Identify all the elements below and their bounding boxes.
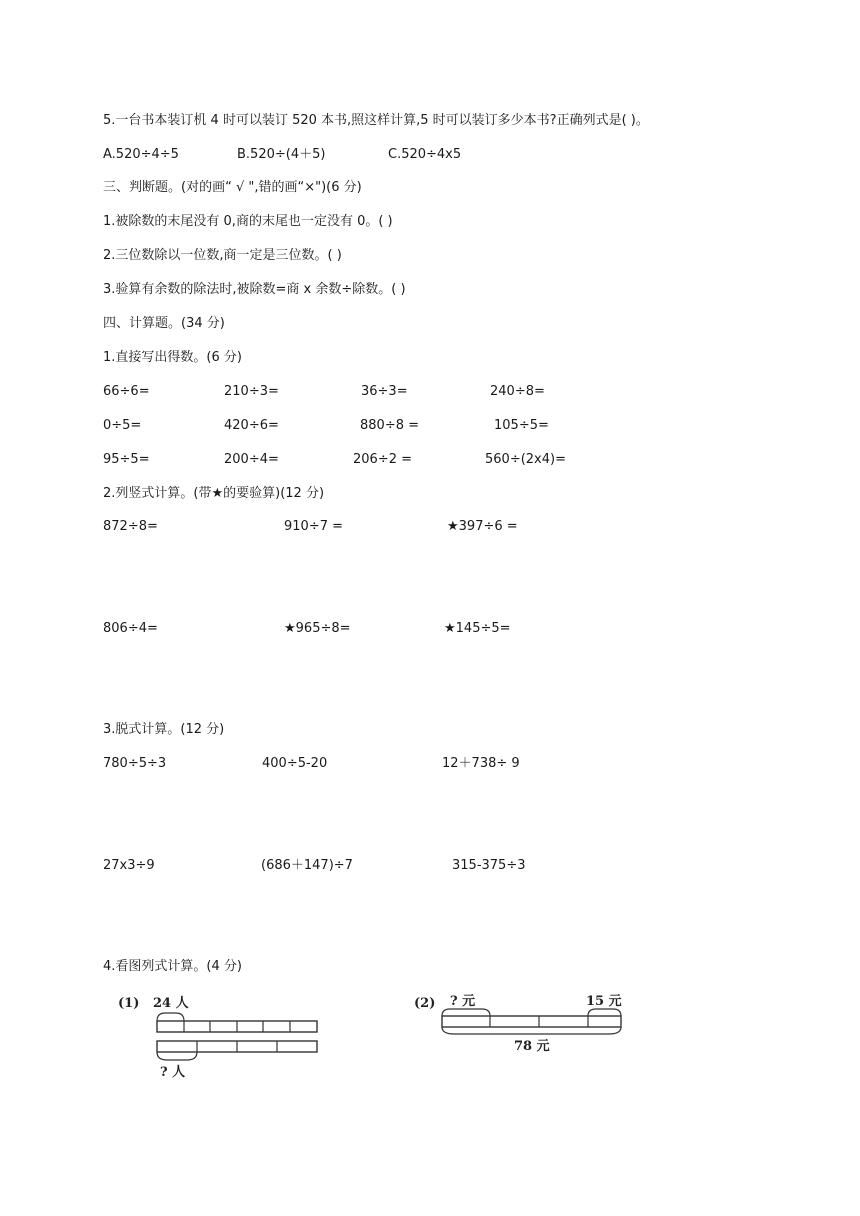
diagram-2-total-label: 78 元 [514,1039,550,1054]
oral-calc-item: 420÷6= [224,418,279,433]
vertical-calc-item: 872÷8= [103,519,158,534]
p2-title: 2.列竖式计算。(带★的要验算)(12 分) [103,486,325,501]
step-calc-item: 315-375÷3 [452,858,526,873]
diagram-2-left-label: ? 元 [450,994,476,1009]
oral-calc-item: 36÷3= [361,384,408,399]
oral-calc-item: 210÷3= [224,384,279,399]
q5-option-b: B.520÷(4＋5) [237,147,326,162]
diagram-2-number: (2) [414,996,436,1011]
oral-calc-item: 560÷(2x4)= [485,452,566,467]
diagram-1-bottom-brace [157,1052,197,1060]
diagram-1-bottom-label: ? 人 [160,1065,186,1080]
diagram-1-number: (1) [118,996,140,1011]
diagram-2-bar [442,1016,621,1027]
vertical-calc-item: 806÷4= [103,621,158,636]
vertical-calc-item: 910÷7 = [284,519,344,534]
diagram-1-top-brace [157,1013,184,1021]
q5-option-c: C.520÷4x5 [388,147,462,162]
section4-title: 四、计算题。(34 分) [103,316,225,331]
step-calc-item: 27x3÷9 [103,858,155,873]
step-calc-item: 780÷5÷3 [103,756,167,771]
judge-item-3: 3.验算有余数的除法时,被除数=商 x 余数÷除数。( ) [103,282,406,297]
step-calc-item: 12＋738÷ 9 [442,756,520,771]
oral-calc-item: 95÷5= [103,452,150,467]
oral-calc-item: 200÷4= [224,452,279,467]
vertical-calc-item: ★397÷6 = [447,519,518,534]
step-calc-item: (686＋147)÷7 [261,858,353,873]
section3-title: 三、判断题。(对的画“ √ ",错的画“×")(6 分) [103,180,362,195]
diagram-2-right-brace [588,1009,621,1016]
p3-title: 3.脱式计算。(12 分) [103,722,225,737]
q5-option-a: A.520÷4÷5 [103,147,179,162]
vertical-calc-item: ★965÷8= [284,621,351,636]
oral-calc-item: 105÷5= [494,418,549,433]
oral-calc-item: 206÷2 = [353,452,413,467]
diagram-2-right-label: 15 元 [586,994,622,1009]
oral-calc-item: 240÷8= [490,384,545,399]
diagram-2-total-brace [442,1027,621,1034]
judge-item-2: 2.三位数除以一位数,商一定是三位数。( ) [103,248,342,263]
diagram-2-left-brace [442,1009,490,1016]
segment-diagram-1 [112,990,327,1082]
q5-stem: 5.一台书本装订机 4 时可以装订 520 本书,照这样计算,5 时可以装订多少本书?正确列式是( )。 [103,113,649,128]
segment-diagram-2 [410,988,635,1056]
judge-item-1: 1.被除数的末尾没有 0,商的末尾也一定没有 0。( ) [103,214,393,229]
vertical-calc-item: ★145÷5= [444,621,511,636]
p4-title: 4.看图列式计算。(4 分) [103,959,242,974]
oral-calc-item: 66÷6= [103,384,150,399]
oral-calc-item: 880÷8 = [360,418,420,433]
step-calc-item: 400÷5-20 [262,756,328,771]
p1-title: 1.直接写出得数。(6 分) [103,350,242,365]
diagram-1-top-label: 24 人 [153,996,189,1011]
oral-calc-item: 0÷5= [103,418,142,433]
